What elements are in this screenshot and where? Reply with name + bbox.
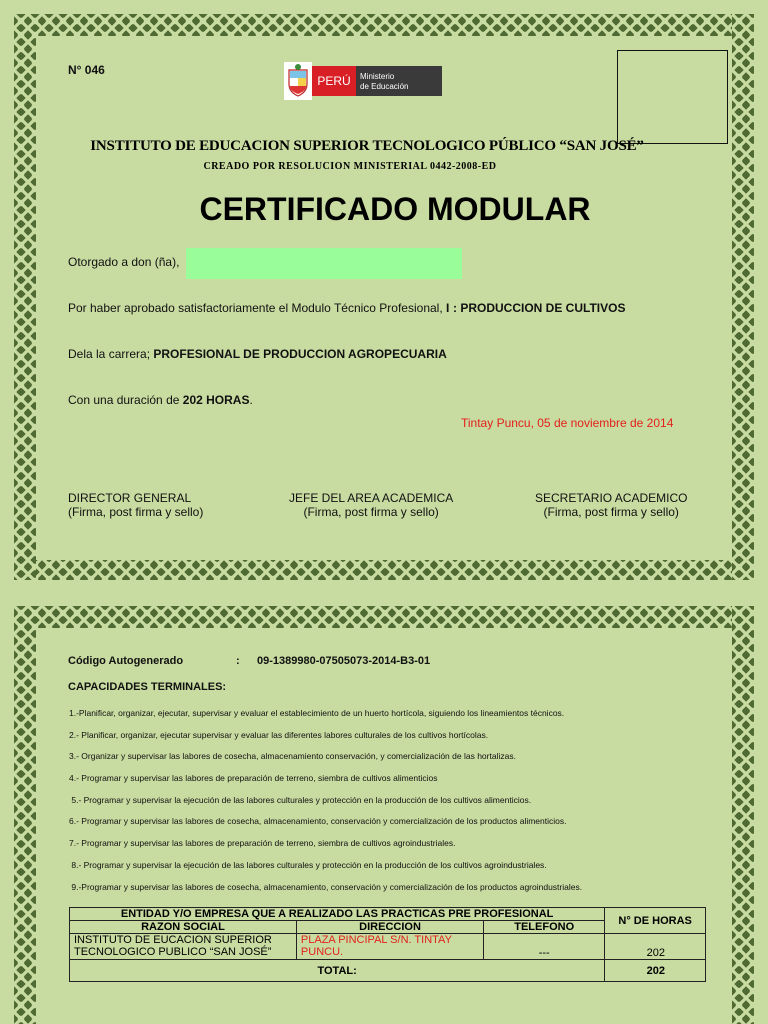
col-phone: TELEFONO <box>484 921 605 934</box>
signature-role: JEFE DEL AREA ACADEMICA <box>289 491 454 505</box>
border-top <box>14 606 754 628</box>
module-number: I <box>446 301 450 315</box>
signature-secretary <box>535 491 687 519</box>
module-name: : PRODUCCION DE CULTIVOS <box>453 301 626 315</box>
cell-business: INSTITUTO DE EUCACION SUPERIOR TECNOLOGICO PUBLICO “SAN JOSÉ” <box>70 934 297 960</box>
cell-phone: --- <box>484 934 605 960</box>
col-business: RAZON SOCIAL <box>70 921 297 934</box>
resolution-line: CREADO POR RESOLUCION MINISTERIAL 0442-2008-ED <box>203 161 497 172</box>
ministry-line2: de Educación <box>360 82 409 91</box>
capacity-item: 5.- Programar y supervisar la ejecución de las labores culturales y protección en la producción de los cultivos alimenticios. <box>69 794 532 805</box>
certificate-title: CERTIFICADO MODULAR <box>199 191 591 227</box>
career-name: PROFESIONAL DE PRODUCCION AGROPECUARIA <box>153 347 447 361</box>
capacity-item: 7.- Programar y supervisar las labores de preparación de terreno, siembra de cultivos agroindustriales. <box>69 838 456 849</box>
photo-box <box>617 50 728 144</box>
code-separator: : <box>236 655 240 667</box>
practices-table <box>69 907 706 982</box>
institute-name: INSTITUTO DE EDUCACION SUPERIOR TECNOLOGICO PÚBLICO “SAN JOSÉ” <box>90 138 644 154</box>
signature-role: SECRETARIO ACADEMICO <box>535 491 688 505</box>
peru-label: PERÚ <box>312 66 356 96</box>
capacity-item: 9.-Programar y supervisar las labores de cosecha, almacenamiento, conservación y comercialización de los productos agroindustriales. <box>69 881 583 892</box>
approved-line <box>68 301 449 315</box>
capacities-title: CAPACIDADES TERMINALES: <box>68 681 227 693</box>
col-hours: N° DE HORAS <box>605 908 706 934</box>
total-value: 202 <box>605 960 706 982</box>
signature-note: (Firma, post firma y sello) <box>543 505 679 519</box>
border-right <box>732 14 754 580</box>
border-right <box>732 606 754 1024</box>
table-header-row <box>70 908 706 921</box>
cell-hours: 202 <box>605 934 706 960</box>
page-gap <box>0 582 768 604</box>
code-label: Código Autogenerado <box>68 655 184 667</box>
capacity-item: 1.-Planificar, organizar, ejecutar, supervisar y evaluar el establecimiento de un huerto hortícola, siguiendo los lineamientos técnicos. <box>69 708 565 718</box>
recipient-name-field <box>186 248 462 279</box>
peru-coat-of-arms-icon <box>284 62 312 100</box>
capacity-item: 3.- Organizar y supervisar las labores de cosecha, almacenamiento conservación, y comercialización de las hortalizas. <box>69 751 516 762</box>
capacity-item: 4.- Programar y supervisar las labores de preparación de terreno, siembra de cultivos alimenticios <box>69 773 438 784</box>
signature-note: (Firma, post firma y sello) <box>303 505 439 519</box>
ministry-logo <box>284 62 442 100</box>
approved-text: Por haber aprobado satisfactoriamente el Modulo Técnico Profesional, <box>68 301 443 315</box>
capacities-list <box>69 708 709 903</box>
col-address: DIRECCION <box>296 921 483 934</box>
duration-line <box>68 393 253 407</box>
capacity-item: 8.- Programar y supervisar la ejecución de las labores culturales y protección en la producción de los cultivos agroindustriales. <box>69 859 547 870</box>
place-date: Tintay Puncu, 05 de noviembre de 2014 <box>461 416 674 430</box>
capacity-item: 6.- Programar y supervisar las labores de cosecha, almacenamiento, conservación y comercialización de los productos alimenticios. <box>69 816 567 827</box>
duration-value: 202 HORAS <box>182 393 250 407</box>
career-label: Dela la carrera; <box>68 347 151 361</box>
capacity-item: 2.- Planificar, organizar, ejecutar supervisar y evaluar las diferentes labores culturales de los cultivos hortícolas. <box>69 729 489 740</box>
cell-address: PLAZA PINCIPAL S/N. TINTAY PUNCU. <box>296 934 483 960</box>
duration-label: Con una duración de <box>68 393 180 407</box>
table-title: ENTIDAD Y/O EMPRESA QUE A REALIZADO LAS PRACTICAS PRE PROFESIONAL <box>70 908 605 921</box>
ministry-line1: Ministerio <box>360 72 395 81</box>
duration-end: . <box>249 393 253 407</box>
career-line <box>68 347 447 361</box>
border-left <box>14 14 36 580</box>
border-left <box>14 606 36 1024</box>
signature-role: DIRECTOR GENERAL <box>68 491 192 505</box>
signature-note: (Firma, post firma y sello) <box>68 505 204 519</box>
certificate-back <box>0 604 768 1024</box>
code-value: 09-1389980-07505073-2014-B3-01 <box>257 655 431 667</box>
total-label: TOTAL: <box>70 960 605 982</box>
ministry-label <box>356 66 442 96</box>
table-total-row <box>70 960 706 982</box>
table-row <box>70 934 706 960</box>
border-top <box>14 14 754 36</box>
border-bottom <box>14 558 754 580</box>
signature-academic-head <box>289 491 453 519</box>
awarded-label: Otorgado a don (ña), <box>68 255 180 269</box>
signature-director <box>68 491 203 519</box>
certificate-number: N° 046 <box>68 63 105 77</box>
